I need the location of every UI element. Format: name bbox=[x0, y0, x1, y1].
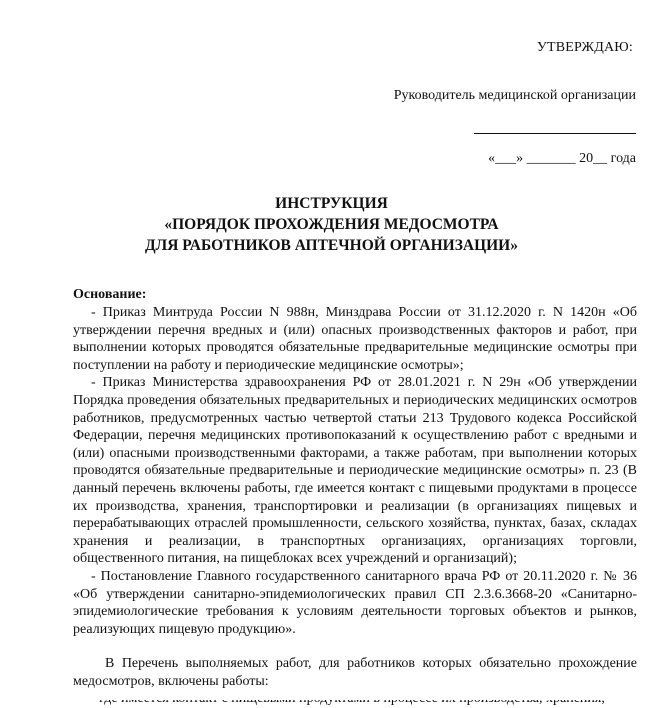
title-line-1: ИНСТРУКЦИЯ bbox=[275, 195, 388, 212]
document-title bbox=[0, 193, 663, 256]
basis-label: Основание: bbox=[73, 287, 147, 302]
basis-item-3: - Постановление Главного государственного санитарного врача РФ от 20.11.2020 г. № 36 «Об утверждении санитарно-эпидемиологических правил СП 2.3.6.3668-20 «Санитарно-эпидемиологические требования к условиям деятельности торговых объектов и рынков, реализующих пищевую продукцию». bbox=[73, 568, 637, 637]
page-crop-edge bbox=[0, 693, 663, 700]
basis-item-1: - Приказ Минтруда России N 988н, Минздрава России от 31.12.2020 г. N 1420н «Об утверждении перечня вредных и (или) опасных производственных факторов и работ, при выполнении которых проводятся обязательные предварительные медицинские осмотры при поступлении на работу и периодические медицинские осмотры»; bbox=[73, 305, 637, 373]
title-line-3: ДЛЯ РАБОТНИКОВ АПТЕЧНОЙ ОРГАНИЗАЦИИ» bbox=[145, 237, 518, 254]
document-body bbox=[73, 304, 637, 708]
signature-line bbox=[474, 133, 636, 134]
approver-title: Руководитель медицинской организации bbox=[393, 88, 636, 103]
approval-date: «___» _______ 20__ года bbox=[488, 151, 636, 166]
title-line-2: «ПОРЯДОК ПРОХОЖДЕНИЯ МЕДОСМОТРА bbox=[164, 216, 499, 233]
basis-item-2: - Приказ Министерства здравоохранения РФ от 28.01.2021 г. N 29н «Об утверждении Порядка проведения обязательных предварительных и периодических медицинских осмотров работников, предусмотренных частью четвертой статьи 213 Трудового кодекса Российской Федерации, перечня медицинских противопоказаний к осуществлению работ с вредными и (или) опасными производственными факторами, а также работам, при выполнении которых проводятся обязательные предварительные и периодические медицинские осмотры» п. 23 (В данный перечень включены работы, где имеется контакт с пищевыми продуктами в процессе их производства, хранения, транспортировки и реализации (в организациях пищевых и перерабатывающих отраслей промышленности, сельского хозяйства, пунктах, базах, складах хранения и реализации, в транспортных организациях, организациях торговли, общественного питания, на пищеблоках всех учреждений и организаций); bbox=[73, 375, 637, 567]
work-list-intro: В Перечень выполняемых работ, для работников которых обязательно прохождение медосмотров, включены работы: bbox=[73, 656, 637, 689]
approval-heading: УТВЕРЖДАЮ: bbox=[536, 40, 633, 55]
